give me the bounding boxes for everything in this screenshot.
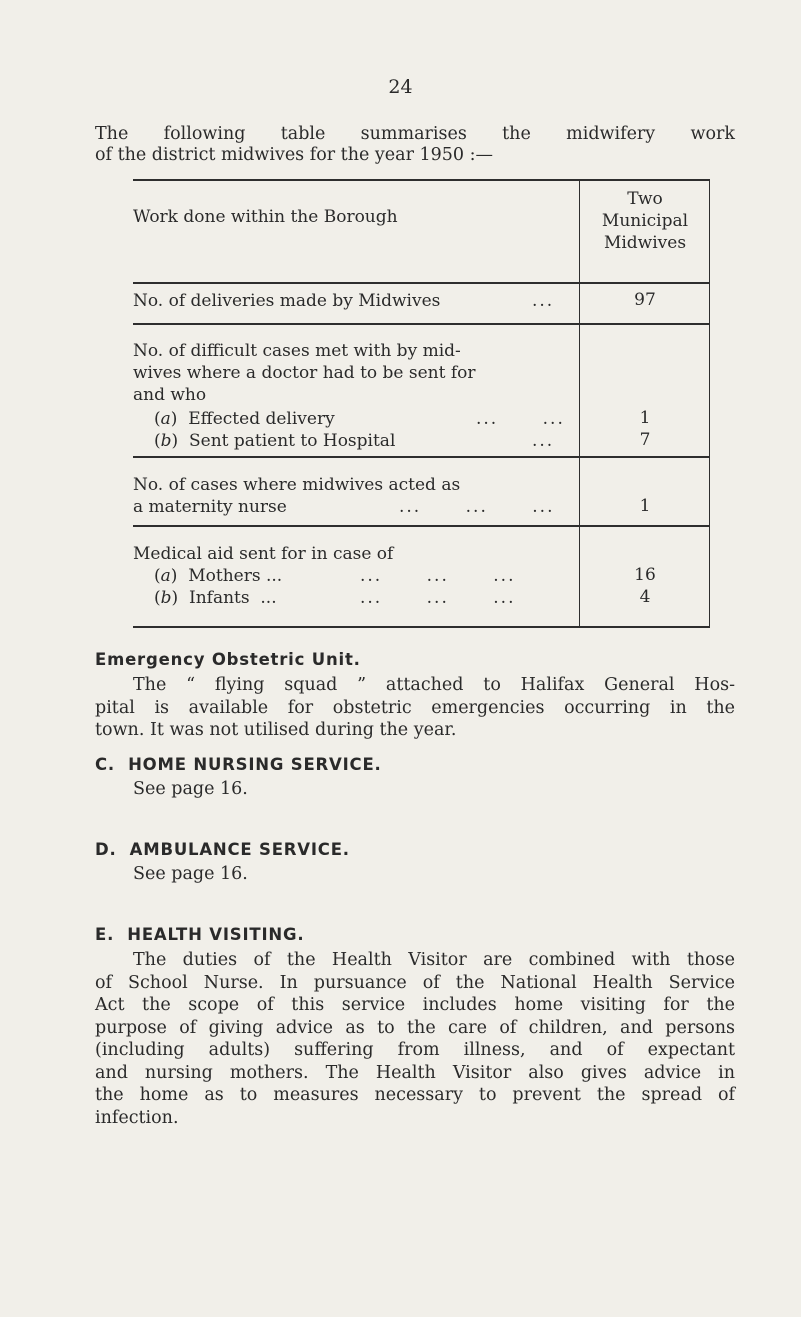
row-medical-a-value: 16 xyxy=(634,565,656,585)
hv-line-2: of School Nurse. In pursuance of the National Health Service xyxy=(95,972,735,993)
ambulance-see: See page 16. xyxy=(133,864,248,884)
ambulance-heading: D. AMBULANCE SERVICE. xyxy=(95,840,350,859)
row-medical-item-a: (a) Mothers ... ... ... ... xyxy=(154,566,516,586)
header-midwives: Midwives xyxy=(603,233,687,253)
header-two-midwives xyxy=(581,188,709,254)
home-nursing-see: See page 16. xyxy=(133,779,248,799)
table-rule-3 xyxy=(133,525,710,527)
table-right-border xyxy=(709,179,710,627)
table-rule-bottom xyxy=(133,626,710,628)
page-number: 24 xyxy=(388,76,413,98)
intro-line-2: of the district midwives for the year 1950 :— xyxy=(95,145,493,165)
header-municipal: Municipal xyxy=(601,211,689,231)
row-medical-label: Medical aid sent for in case of xyxy=(133,544,394,564)
row-difficult-b-value: 7 xyxy=(639,430,651,450)
table-rule-top xyxy=(133,179,710,181)
emergency-line-1: The “ flying squad ” attached to Halifax General Hos- xyxy=(133,675,735,695)
row-difficult-item-b: (b) Sent patient to Hospital ... xyxy=(154,431,555,451)
emergency-heading: Emergency Obstetric Unit. xyxy=(95,650,361,669)
row-difficult-a-value: 1 xyxy=(639,408,651,428)
emergency-line-2: pital is available for obstetric emergencies occurring in the xyxy=(95,697,735,718)
emergency-line-3: town. It was not utilised during the year. xyxy=(95,720,457,740)
row-medical-b-value: 4 xyxy=(639,587,651,607)
health-visiting-paragraph xyxy=(95,949,735,1129)
health-visiting-heading: E. HEALTH VISITING. xyxy=(95,925,305,944)
intro-paragraph xyxy=(95,124,735,166)
hv-line-8: infection. xyxy=(95,1107,179,1128)
row-difficult-label: No. of difficult cases met with by mid- wives where a doctor had to be sent for and who xyxy=(133,341,476,405)
hv-line-7: the home as to measures necessary to prevent the spread of xyxy=(95,1085,735,1105)
row-deliveries-label: No. of deliveries made by Midwives ... xyxy=(133,291,555,311)
hv-line-4: purpose of giving advice as to the care of children, and persons xyxy=(95,1017,735,1038)
midwifery-table xyxy=(133,179,710,627)
row-difficult-item-a: (a) Effected delivery ... ... xyxy=(154,409,565,429)
hv-line-6: and nursing mothers. The Health Visitor also gives advice in xyxy=(95,1062,735,1083)
hv-line-1: The duties of the Health Visitor are combined with those xyxy=(133,950,735,970)
hv-line-5: (including adults) suffering from illness, and of expectant xyxy=(95,1040,735,1060)
header-two: Two xyxy=(627,189,663,209)
intro-line-1: The following table summarises the midwifery work xyxy=(95,124,735,144)
table-rule-1 xyxy=(133,323,710,325)
row-deliveries-value: 97 xyxy=(634,290,656,310)
home-nursing-heading: C. HOME NURSING SERVICE. xyxy=(95,755,382,774)
row-maternity-label: No. of cases where midwives acted as a maternity nurse ... ... ... xyxy=(133,475,555,517)
hv-line-3: Act the scope of this service includes home visiting for the xyxy=(95,995,735,1015)
table-rule-2 xyxy=(133,456,710,458)
header-work-done: Work done within the Borough xyxy=(133,207,398,227)
row-medical-item-b: (b) Infants ... ... ... ... xyxy=(154,588,516,608)
emergency-paragraph xyxy=(95,674,735,742)
row-maternity-value: 1 xyxy=(639,496,651,516)
table-rule-header xyxy=(133,282,710,284)
